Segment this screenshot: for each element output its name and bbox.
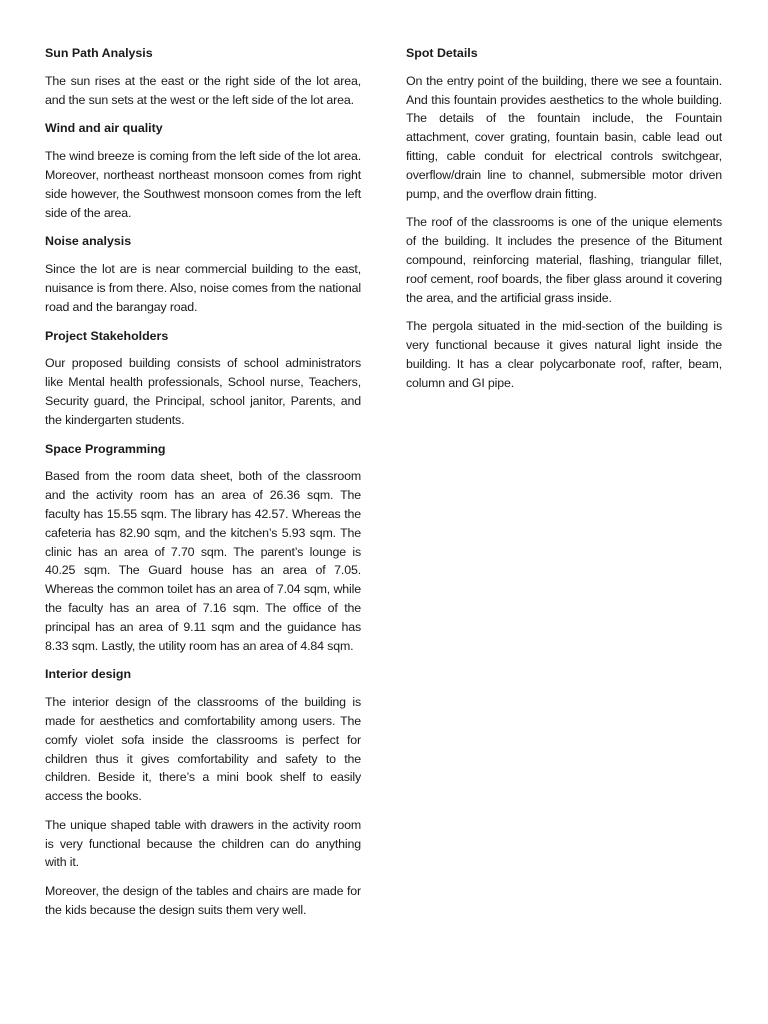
paragraph: Based from the room data sheet, both of the classroom and the activity room has an area of 26.36 sqm. The faculty has 15.55 sqm. The library has 42.57. Whereas the cafeteria has 82.90 sqm, and the kitchen’s 5.93 sqm. The clinic has an area of 7.70 sqm. The parent’s lounge is 40.25 sqm. The Guard house has an area of 7.05. Whereas the common toilet has an area of 7.04 sqm, while the faculty has an area of 7.16 sqm. The office of the principal has an area of 9.11 sqm and the guidance has 8.33 sqm. Lastly, the utility room has an area of 4.84 sqm. xyxy=(45,469,361,653)
section-noise-analysis xyxy=(45,232,361,316)
paragraph: The sun rises at the east or the right side of the lot area, and the sun sets at the west or the left side of the lot area. xyxy=(45,73,361,107)
paragraph: The pergola situated in the mid-section of the building is very functional because it gives natural light inside the building. It has a clear polycarbonate roof, rafter, beam, column and GI pipe. xyxy=(406,319,722,390)
paragraph: The interior design of the classrooms of the building is made for aesthetics and comfortability among users. The comfy violet sofa inside the classrooms is perfect for children thus it gives comfortability and safety to the children. Beside it, there’s a mini book shelf to easily access the books. xyxy=(45,695,361,804)
paragraph: On the entry point of the building, there we see a fountain. And this fountain provides aesthetics to the whole building. The details of the fountain include, the Fountain attachment, cover grating, fountain basin, cable lead out fitting, cable conduit for electrical controls switchgear, overflow/drain line to channel, submersible motor driven pump, and the overflow drain fitting. xyxy=(406,73,722,201)
right-column xyxy=(406,44,722,403)
left-column xyxy=(45,44,361,930)
paragraph: The roof of the classrooms is one of the unique elements of the building. It includes the presence of the Bitument compound, reinforcing material, flashing, triangular fillet, roof cement, roof boards, the fiber glass around it covering the area, and the artificial grass inside. xyxy=(406,215,722,305)
paragraph: Moreover, the design of the tables and chairs are made for the kids because the design suits them very well. xyxy=(45,884,361,918)
section-heading: Project Stakeholders xyxy=(45,328,169,343)
section-heading: Wind and air quality xyxy=(45,121,163,136)
section-sun-path-analysis xyxy=(45,44,361,109)
section-spot-details xyxy=(406,44,722,393)
section-heading: Space Programming xyxy=(45,441,166,456)
section-wind-and-air-quality xyxy=(45,119,361,222)
section-interior-design xyxy=(45,665,361,920)
section-heading: Spot Details xyxy=(406,46,478,60)
section-heading: Sun Path Analysis xyxy=(45,46,153,60)
section-project-stakeholders xyxy=(45,327,361,430)
section-heading: Noise analysis xyxy=(45,234,132,249)
paragraph: Since the lot are is near commercial building to the east, nuisance is from there. Also, noise comes from the national road and the barangay road. xyxy=(45,262,361,314)
paragraph: The unique shaped table with drawers in the activity room is very functional because the children can do anything with it. xyxy=(45,817,361,870)
paragraph: Our proposed building consists of school administrators like Mental health professionals, School nurse, Teachers, Security guard, the Principal, school janitor, Parents, and the kindergarten students. xyxy=(45,356,361,427)
paragraph: The wind breeze is coming from the left side of the lot area. Moreover, northeast northeast monsoon comes from right side however, the Southwest monsoon comes from the left side of the area. xyxy=(45,149,361,220)
section-heading: Interior design xyxy=(45,667,132,682)
section-space-programming xyxy=(45,440,361,656)
